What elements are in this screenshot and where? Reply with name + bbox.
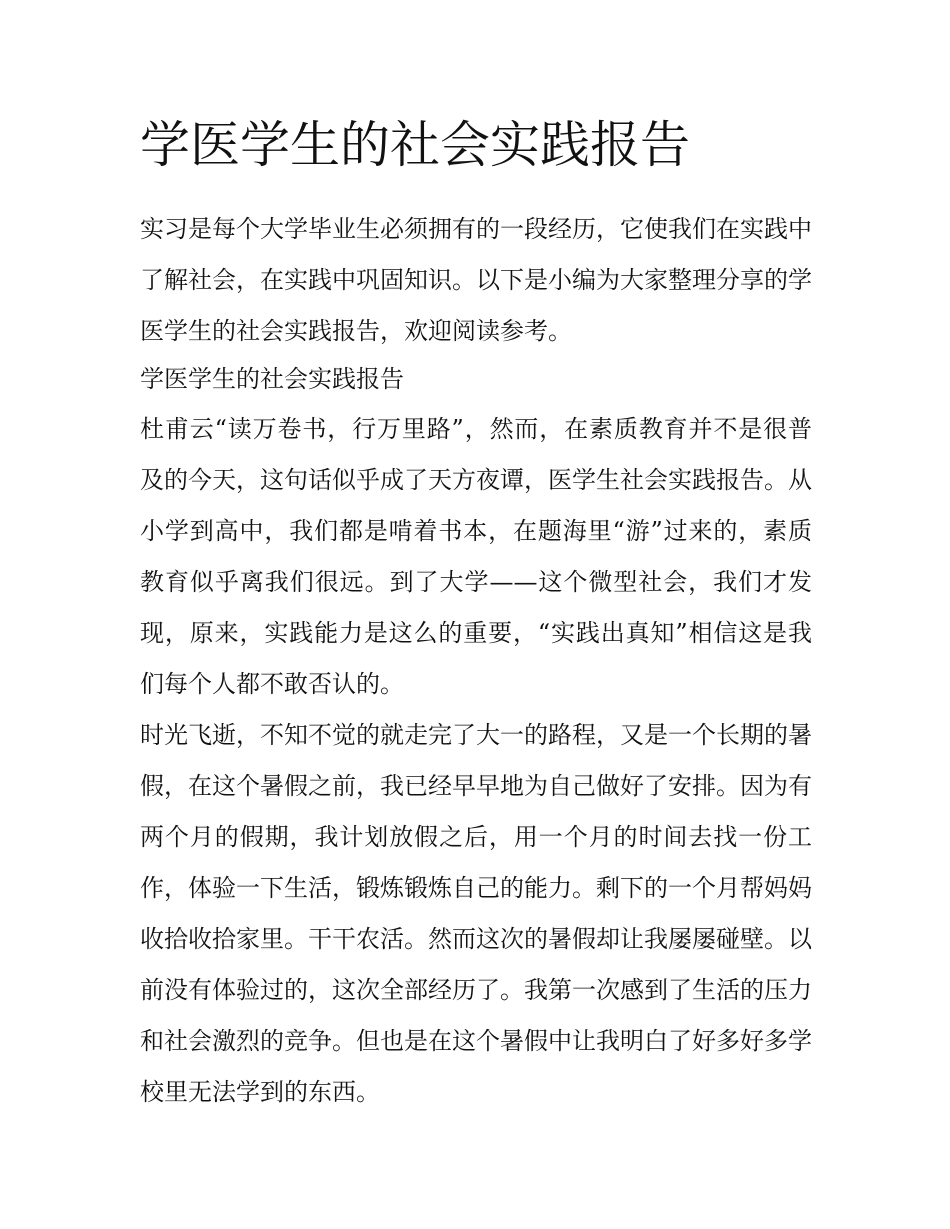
body-paragraph-2: 时光飞逝，不知不觉的就走完了大一的路程，又是一个长期的暑假，在这个暑假之前，我已经早早地为自己做好了安排。因为有两个月的假期，我计划放假之后，用一个月的时间去找一份工作，体验一下生活，锻炼锻炼自己的能力。剩下的一个月帮妈妈收拾收拾家里。干干农活。然而这次的暑假却让我屡屡碰壁。以前没有体验过的，这次全部经历了。我第一次感到了生活的压力和社会激烈的竞争。但也是在这个暑假中让我明白了好多好多学校里无法学到的东西。: [140, 721, 812, 1106]
document-body: [140, 112, 812, 1118]
page-title: 学医学生的社会实践报告: [140, 116, 690, 174]
intro-paragraph: 实习是每个大学毕业生必须拥有的一段经历，它使我们在实践中了解社会，在实践中巩固知识。以下是小编为大家整理分享的学医学生的社会实践报告，欢迎阅读参考。: [140, 215, 812, 345]
body-paragraph-1: 杜甫云“读万卷书，行万里路”，然而，在素质教育并不是很普及的今天，这句话似乎成了天方夜谭，医学生社会实践报告。从小学到高中，我们都是啃着书本，在题海里“游”过来的，素质教育似乎离我们很远。到了大学——这个微型社会，我们才发现，原来，实践能力是这么的重要，“实践出真知”相信这是我们每个人都不敢否认的。: [140, 415, 812, 698]
section-heading: 学医学生的社会实践报告: [140, 365, 404, 393]
